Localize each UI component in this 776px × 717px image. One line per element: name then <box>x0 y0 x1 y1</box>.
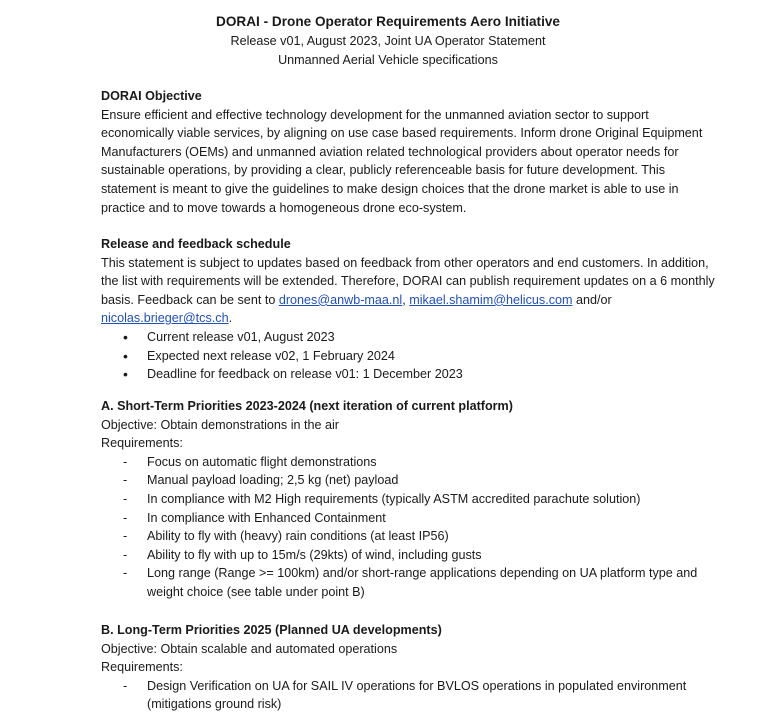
schedule-body <box>101 254 721 328</box>
list-item: • Expected next release v02, 1 February 2024 <box>101 347 721 366</box>
document-header <box>0 0 776 70</box>
list-item: - Manual payload loading; 2,5 kg (net) payload <box>101 471 721 490</box>
section-a-requirements-list <box>101 453 721 602</box>
section-a-heading: A. Short-Term Priorities 2023-2024 (next iteration of current platform) <box>101 399 513 413</box>
email-link-tcs[interactable]: nicolas.brieger@tcs.ch <box>101 311 229 326</box>
section-b-requirements-list <box>101 677 721 714</box>
list-item: - Focus on automatic flight demonstrations <box>101 453 721 472</box>
list-item: - In compliance with M2 High requirements (typically ASTM accredited parachute solution) <box>101 490 721 509</box>
section-b-heading: B. Long-Term Priorities 2025 (Planned UA developments) <box>101 623 442 637</box>
section-a-objective: Objective: Obtain demonstrations in the air <box>101 417 340 432</box>
list-item: - Ability to fly with up to 15m/s (29kts) of wind, including gusts <box>101 546 721 565</box>
section-b-requirements-label: Requirements: <box>101 660 183 675</box>
release-line: Release v01, August 2023, Joint UA Operator Statement <box>230 34 546 48</box>
section-a <box>101 397 721 602</box>
email-link-helicus[interactable]: mikael.shamim@helicus.com <box>409 292 573 307</box>
list-item: - Long range (Range >= 100km) and/or short-range applications depending on UA platform type and weight choice (see table under point B) <box>101 564 721 601</box>
subject-line: Unmanned Aerial Vehicle specifications <box>278 53 498 67</box>
list-item: - In compliance with Enhanced Containment <box>101 509 721 528</box>
schedule-section <box>101 235 721 384</box>
list-item: - Ability to fly with (heavy) rain conditions (at least IP56) <box>101 527 721 546</box>
release-dates-list <box>101 328 721 384</box>
schedule-heading: Release and feedback schedule <box>101 237 291 251</box>
section-a-requirements-label: Requirements: <box>101 436 183 451</box>
document-title: DORAI - Drone Operator Requirements Aero Initiative <box>216 14 560 29</box>
objective-body: Ensure efficient and effective technology development for the unmanned aviation sector to support economically viable services, by aligning on use case based requirements. Inform drone Original Equipment Manufacturers (OEMs) and unmanned aviation related technological providers about operator needs for sustainable operations, by providing a clear, publicly referenceable basis for future development. This statement is meant to give the guidelines to make design choices that the drone market is able to use in practice and to move towards a homogeneous drone eco-system. <box>101 107 703 215</box>
email-link-anwb[interactable]: drones@anwb-maa.nl <box>278 292 403 307</box>
period: . <box>228 311 233 326</box>
and-or-text: and/or <box>576 292 612 307</box>
schedule-text: This statement is subject to updates based on feedback from other operators and end customers. In addition, the list with requirements will be extended. Therefore, DORAI can publish requirement updates on a 6 monthly basis. Feedback can be sent to <box>101 255 715 307</box>
list-item: - Design Verification on UA for SAIL IV operations for BVLOS operations in populated environment (mitigations ground risk) <box>101 677 721 714</box>
objective-heading: DORAI Objective <box>101 89 202 103</box>
list-item: • Current release v01, August 2023 <box>101 328 721 347</box>
section-b <box>101 621 721 714</box>
objective-section <box>101 87 721 217</box>
list-item: • Deadline for feedback on release v01: 1 December 2023 <box>101 365 721 384</box>
section-b-objective: Objective: Obtain scalable and automated operations <box>101 641 398 656</box>
comma: , <box>402 292 406 307</box>
